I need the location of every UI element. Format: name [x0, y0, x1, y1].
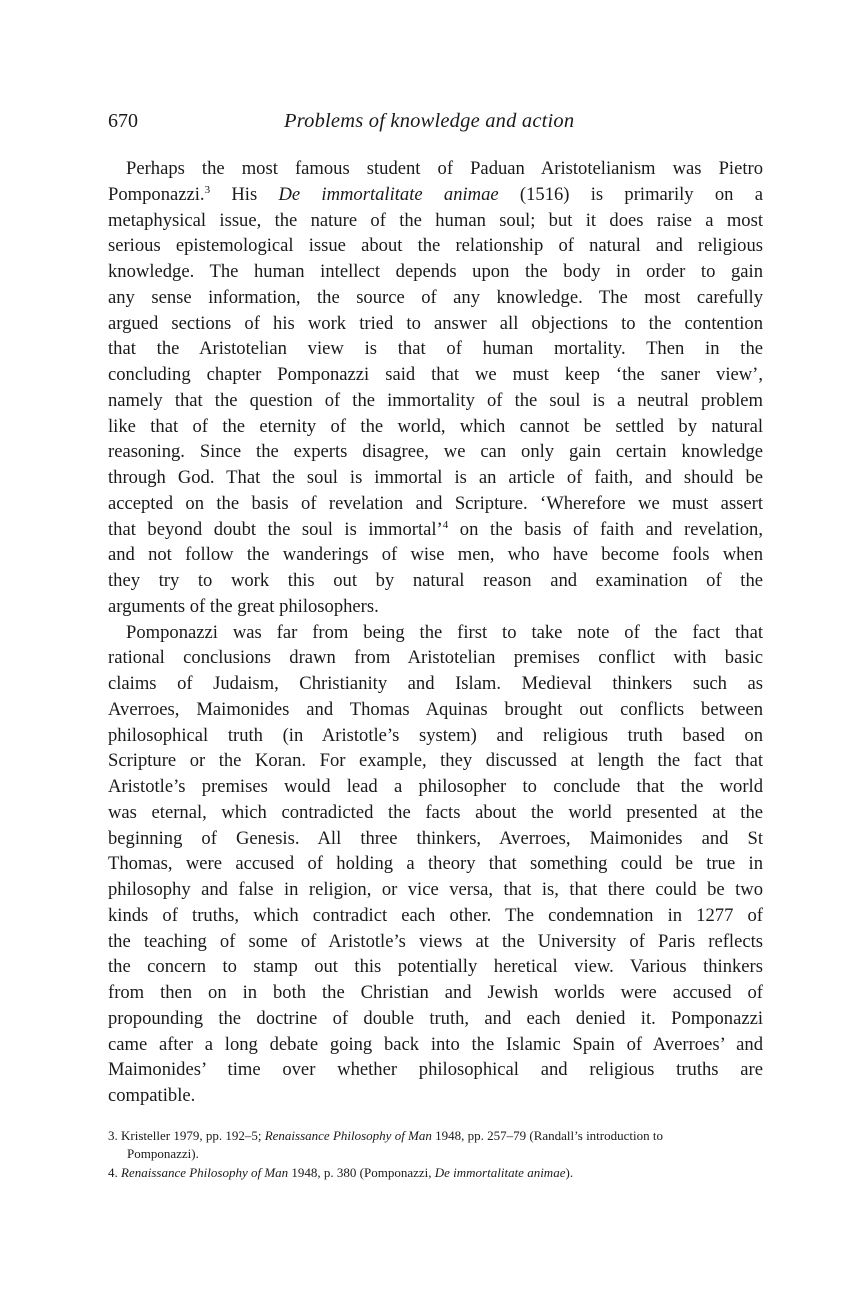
body-line: arguments of the great philosophers.	[108, 595, 379, 617]
body-line: concluding chapter Pomponazzi said that we must keep ‘the saner view’,	[108, 364, 763, 385]
body-line: namely that the question of the immortality of the soul is a neutral problem	[108, 389, 763, 411]
body-line: the concern to stamp out this potentially heretical view. Various thinkers	[108, 956, 763, 978]
body-line: philosophical truth (in Aristotle’s system) and religious truth based on	[108, 724, 763, 746]
body-text	[108, 156, 763, 1109]
body-line: Pomponazzi.$^3$ His De immortalitate animae (1516) is primarily on a	[108, 183, 763, 205]
body-line: rational conclusions drawn from Aristotelian premises conflict with basic	[108, 647, 763, 669]
body-line: Pomponazzi was far from being the first to take note of the fact that	[126, 621, 763, 643]
body-line: the teaching of some of Aristotle’s views at the University of Paris reflects	[108, 930, 763, 952]
running-title: Problems of knowledge and action	[284, 110, 575, 132]
footnote-4-line-1: 4. Renaissance Philosophy of Man 1948, p. 380 (Pomponazzi, De immortalitate animae).	[108, 1164, 574, 1180]
footnotes	[108, 1127, 763, 1183]
body-line: that beyond doubt the soul is immortal’$^4$ on the basis of faith and revelation,	[108, 518, 763, 540]
body-line: metaphysical issue, the nature of the human soul; but it does raise a most	[108, 209, 763, 231]
body-line: Averroes, Maimonides and Thomas Aquinas brought out conflicts between	[108, 698, 763, 720]
body-line: claims of Judaism, Christianity and Islam. Medieval thinkers such as	[108, 673, 763, 694]
body-line: compatible.	[108, 1085, 196, 1106]
body-line: and not follow the wanderings of wise men, who have become fools when	[108, 544, 763, 566]
body-line: beginning of Genesis. All three thinkers, Averroes, Maimonides and St	[108, 827, 763, 849]
body-line: knowledge. The human intellect depends upon the body in order to gain	[108, 261, 763, 282]
body-line: was eternal, which contradicted the facts about the world presented at the	[108, 801, 763, 823]
body-line: Thomas, were accused of holding a theory that something could be true in	[108, 853, 763, 875]
body-line: reasoning. Since the experts disagree, we can only gain certain knowledge	[108, 441, 763, 463]
footnote-3-line-1: 3. Kristeller 1979, pp. 192–5; Renaissance Philosophy of Man 1948, pp. 257–79 (Randall’s introduction to	[108, 1127, 663, 1143]
body-line: any sense information, the source of any knowledge. The most carefully	[108, 286, 763, 308]
body-line: argued sections of his work tried to answer all objections to the contention	[108, 312, 763, 334]
body-line: Maimonides’ time over whether philosophical and religious truths are	[108, 1059, 763, 1081]
body-line: through God. That the soul is immortal is an article of faith, and should be	[108, 467, 763, 488]
body-line: they try to work this out by natural reason and examination of the	[108, 570, 763, 591]
body-line: like that of the eternity of the world, which cannot be settled by natural	[108, 415, 763, 437]
body-line: kinds of truths, which contradict each other. The condemnation in 1277 of	[108, 904, 763, 926]
body-line: Aristotle’s premises would lead a philosopher to conclude that the world	[108, 776, 763, 797]
body-line: Scripture or the Koran. For example, they discussed at length the fact that	[108, 750, 763, 772]
body-line: Perhaps the most famous student of Paduan Aristotelianism was Pietro	[126, 158, 763, 179]
page-number: 670	[108, 110, 138, 132]
body-line: accepted on the basis of revelation and Scripture. ‘Wherefore we must assert	[108, 492, 763, 514]
body-line: serious epistemological issue about the relationship of natural and religious	[108, 235, 763, 257]
body-line: philosophy and false in religion, or vice versa, that is, that there could be two	[108, 879, 763, 900]
running-head	[108, 106, 763, 142]
body-line: came after a long debate going back into the Islamic Spain of Averroes’ and	[108, 1033, 763, 1055]
body-line: that the Aristotelian view is that of human mortality. Then in the	[108, 338, 763, 360]
footnote-3-line-2: Pomponazzi).	[127, 1146, 199, 1162]
body-line: from then on in both the Christian and Jewish worlds were accused of	[108, 982, 763, 1003]
body-line: propounding the doctrine of double truth, and each denied it. Pomponazzi	[108, 1007, 763, 1029]
book-page	[108, 106, 763, 1182]
